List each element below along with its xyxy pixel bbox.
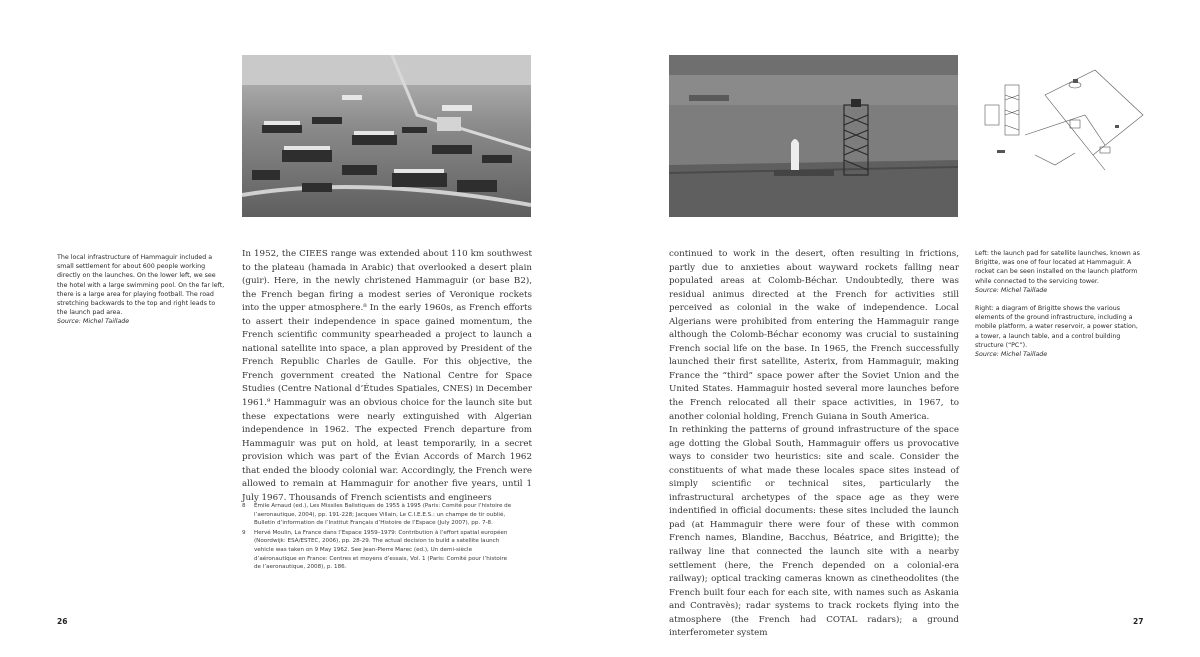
footnote-number: 9 — [242, 529, 246, 536]
left-body-text — [242, 248, 532, 505]
aerial-settlement-photo — [242, 55, 531, 217]
body-paragraph: In 1952, the CIEES range was extended about 110 km southwest to the plateau (hamada in Arabic) that overlooked a desert plain (guir). Here, in the newly christened Hammaguir (or base B2), the French began firing a modest series of Veronique rockets into the upper atmosphere.⁸ In the early 1960s, as French efforts to assert their independence in space gained momentum, the French scientific community spearheaded a project to launch a national satellite into space, a plan approved by President of the French Republic Charles de Gaulle. For this objective, the French government created the National Centre for Space Studies (Centre National d’Études Spatiales, CNES) in December 1961.⁹ Hammaguir was an obvious choice for the launch site but these expectations were nearly extinguished with Algerian independence in 1962. The expected French departure from Hammaguir was put on hold, at least temporarily, in a secret provision which was part of the Évian Accords of March 1962 that ended the bloody colonial war. Accordingly, the French were allowed to remain at Hammaguir for another five years, until 1 July 1967. Thousands of French scientists and engineers — [242, 249, 532, 503]
left-photo-caption — [57, 253, 225, 327]
brigitte-diagram — [975, 55, 1145, 175]
caption-left-photo — [975, 249, 1143, 295]
page-number-left: 26 — [57, 617, 68, 626]
page-number-right: 27 — [1133, 617, 1144, 626]
caption-source: Source: Michel Taillade — [57, 318, 130, 326]
footnote-text: Émile Arnaud (ed.), Les Missiles Balistiques de 1955 à 1995 (Paris: Comité pour l’histoire de l’aeronautique, 2004), pp. 191-228; Jacques Villain, Le C.I.E.E.S.: un champe de tir oublié, Bulletin d’information de l’Institut Français d’Histoire de l’Espace (July 2007), pp. 7-8. — [254, 503, 512, 527]
launch-pad-photo — [669, 55, 958, 217]
footnote-8 — [242, 502, 512, 528]
footnote-number: 8 — [242, 503, 246, 509]
caption-source: Source: Michel Taillade — [975, 286, 1048, 294]
footnote-text: Hervé Moulin, La France dans l’Espace 1959–1979: Contribution à l’effort spatial européen (Noordwijk: ESA/ESTEC, 2006), pp. 28-29. The actual decision to build a satellite launch vehicle was taken on 9 May 1962. See Jean-Pierre Marec (ed.), Un demi-siècle d’aéronautique en France: Centres et moyens d’essais, Vol. 1 (Paris: Comité pour l’histoire de l’aeronautique, 2008), p. 186. — [254, 529, 508, 571]
right-body-text — [669, 248, 959, 641]
right-photo-captions — [975, 249, 1143, 359]
footnotes — [242, 502, 512, 573]
caption-text: Left: the launch pad for satellite launches, known as Brigitte, was one of four located at Hammaguir. A rocket can be seen installed on the launch platform while connected to the servicing tower. — [975, 250, 1140, 285]
caption-text: Right: a diagram of Brigitte shows the various elements of the ground infrastructure, including a mobile platform, a water reservoir, a power station, a tower, a launch table, and a control building structure (“PC”). — [975, 305, 1138, 349]
footnote-9 — [242, 529, 512, 572]
caption-right-diagram — [975, 304, 1143, 359]
body-paragraph-2: In rethinking the patterns of ground infrastructure of the space age dotting the Global South, Hammaguir offers us provocative ways to consider two heuristics: site and scale. Consider the constituents of what made these locales space sites instead of simply scientific or technical sites, particularly the infrastructural archetypes of the space age as they were indentified in official documents: these sites included the launch pad (at Hammaguir there were four of these with common French names, Blandine, Bacchus, Béatrice, and Brigitte); the railway line that connected the launch site with a nearby settlement (here, the French depended on a colonial-era railway); optical tracking cameras known as cinetheodolites (the French built four each for each site, with names such as Askania and Contravès); radar systems to track rockets flying into the atmosphere (the French had COTAL radars); a ground interferometer system — [669, 425, 959, 639]
caption-text: The local infrastructure of Hammaguir included a small settlement for about 600 people working directly on the launches. On the lower left, we see the hotel with a large swimming pool. On the far left, there is a large area for playing football. The road stretching backwards to the top and right leads to the launch pad area. — [57, 254, 225, 317]
body-paragraph-1: continued to work in the desert, often resulting in frictions, partly due to anxieties about wayward rockets falling near populated areas at Colomb-Béchar. Undoubtedly, there was residual animus directed at the French for activities still perceived as colonial in the wake of independence. Local Algerians were prohibited from entering the Hammaguir range although the Colomb-Béchar economy was crucial to sustaining French social life on the base. In 1965, the French successfully launched their first satellite, Asterix, from Hammaguir, making France the “third” space power after the Soviet Union and the United States. Hammaguir hosted several more launches before the French relocated all their space activities, in 1967, to another colonial holding, French Guiana in South America. — [669, 249, 959, 422]
caption-source: Source: Michel Taillade — [975, 351, 1048, 359]
